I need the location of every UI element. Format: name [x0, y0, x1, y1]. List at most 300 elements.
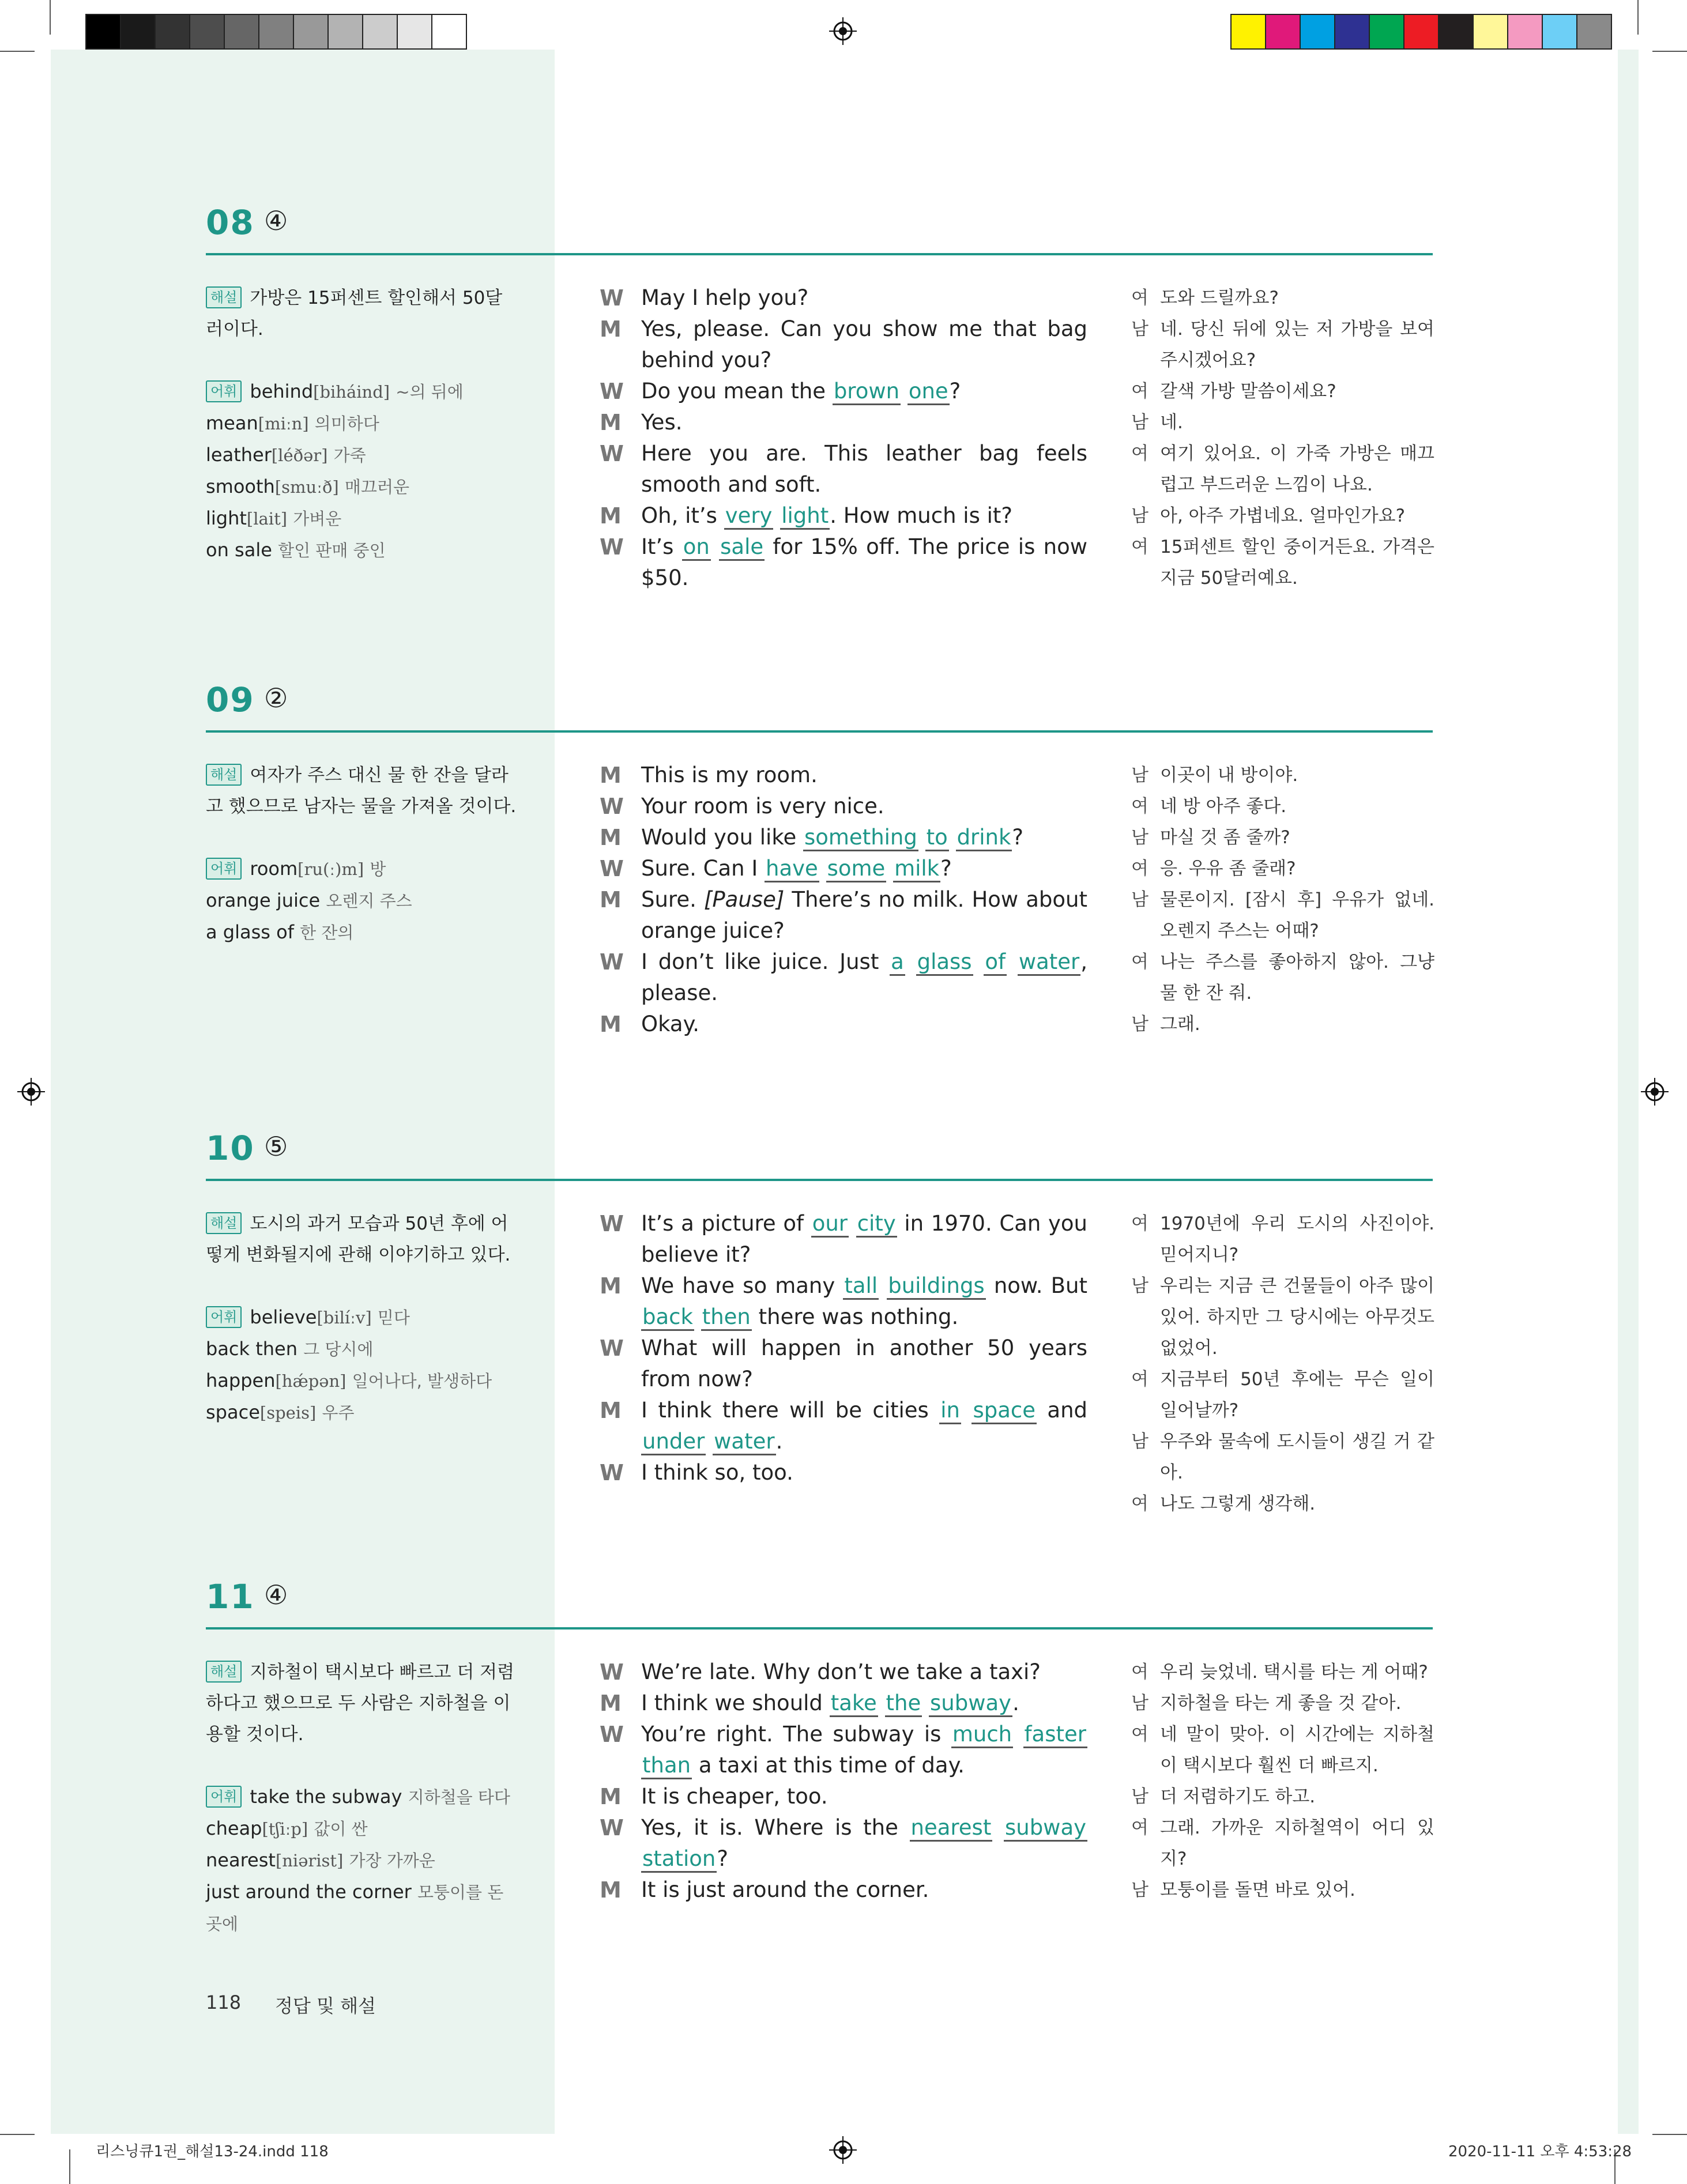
- speaker-label-korean: 남: [1131, 1276, 1148, 1296]
- translation-line: [1131, 1781, 1434, 1812]
- answer-mark: ②: [264, 682, 288, 714]
- answer-mark: ⑤: [264, 1131, 288, 1162]
- translation-text: 물론이지. [잠시 후] 우유가 없네. 오렌지 주스는 어때?: [1160, 889, 1434, 941]
- dialogue-text: [641, 1719, 1087, 1781]
- answer-blank: subway: [929, 1691, 1012, 1717]
- answer-mark: ④: [264, 205, 288, 236]
- translation-line: [1131, 282, 1434, 314]
- crop-mark: [50, 0, 51, 35]
- page-number: 118: [206, 1991, 242, 2013]
- translation-text: 우리 늦었네. 택시를 타는 게 어때?: [1160, 1662, 1428, 1683]
- vocab-pronunciation: [smuːð]: [274, 477, 339, 497]
- crop-mark: [69, 2149, 70, 2184]
- vocab-meaning: 의미하다: [314, 414, 379, 433]
- vocab-meaning: 오렌지 주스: [326, 891, 412, 911]
- explanation-tag: 해설: [206, 286, 242, 308]
- vocab-meaning: 믿다: [377, 1308, 410, 1327]
- color-swatch: [258, 14, 294, 50]
- crop-mark: [0, 51, 35, 52]
- dialogue-text: [641, 884, 1087, 946]
- dialogue-fragment: ?: [717, 1846, 728, 1871]
- vocab-item: [206, 853, 517, 885]
- translation-line: [1131, 438, 1434, 500]
- speaker-label: W: [600, 1211, 624, 1236]
- translation: [1131, 282, 1434, 594]
- dialogue-fragment: [706, 1429, 713, 1454]
- speaker-label-korean: 남: [1131, 412, 1148, 433]
- dialogue-text: [641, 531, 1087, 594]
- answer-mark: ④: [264, 1579, 288, 1610]
- vocab-item: [206, 1844, 517, 1876]
- dialogue-fragment: Yes, please. Can you show me that bag behind you?: [641, 316, 1087, 372]
- translation-line: [1131, 946, 1434, 1009]
- dialogue-text: [641, 760, 1087, 791]
- speaker-label-korean: 여: [1131, 1817, 1148, 1838]
- translation-text: 도와 드릴까요?: [1160, 288, 1279, 308]
- explanation-text: 지하철이 택시보다 빠르고 더 저렴하다고 했으므로 두 사람은 지하철을 이용할 것이다.: [206, 1662, 515, 1745]
- translation-line: [1131, 314, 1434, 376]
- translation-text: 지하철을 타는 게 좋을 것 같아.: [1160, 1693, 1402, 1714]
- dialogue-fragment: This is my room.: [641, 763, 818, 787]
- dialogue-fragment: Sure. Can I: [641, 856, 765, 881]
- translation-text: 나도 그렇게 생각해.: [1160, 1493, 1316, 1514]
- dialogue-fragment: for 15% off. The price is now $50.: [641, 534, 1087, 590]
- vocab-tag: 어휘: [206, 1306, 242, 1328]
- vocab-item: [206, 408, 517, 439]
- dialogue-fragment: [905, 949, 916, 974]
- crop-mark: [1652, 51, 1687, 52]
- vocab-word: leather: [206, 444, 272, 466]
- speaker-label-korean: 여: [1131, 858, 1148, 879]
- vocab-tag: 어휘: [206, 858, 242, 880]
- translation-text: 나는 주스를 좋아하지 않아. 그냥 물 한 잔 줘.: [1160, 952, 1434, 1004]
- translation-line: [1131, 531, 1434, 594]
- color-swatch: [362, 14, 398, 50]
- dialogue-line: [600, 438, 1087, 500]
- file-info: 리스닝큐1권_해설13-24.indd 118: [96, 2143, 329, 2160]
- dialogue-line: [600, 760, 1087, 791]
- translation-line: [1131, 791, 1434, 822]
- translation-line: [1131, 1270, 1434, 1364]
- vocab-pronunciation: [lait]: [246, 509, 288, 529]
- color-swatch: [189, 14, 225, 50]
- grayscale-color-bar: [86, 14, 467, 50]
- vocab-word: orange juice: [206, 889, 321, 911]
- translation-text: 응. 우유 좀 줄래?: [1160, 858, 1296, 879]
- dialogue-fragment: What will happen in another 50 years from now?: [641, 1336, 1087, 1391]
- answer-blank: something: [803, 825, 918, 851]
- vocab-pronunciation: [ru(ː)m]: [298, 859, 364, 879]
- vocab-tag: 어휘: [206, 1786, 242, 1808]
- translation-text: 네 말이 맞아. 이 시간에는 지하철이 택시보다 훨씬 더 빠르지.: [1160, 1724, 1434, 1776]
- dialogue-fragment: I think there will be cities: [641, 1398, 940, 1423]
- dialogue-fragment: We’re late. Why don’t we take a taxi?: [641, 1659, 1041, 1684]
- translation-line: [1131, 1812, 1434, 1874]
- translation-line: [1131, 1208, 1434, 1270]
- vocab-word: happen: [206, 1370, 276, 1391]
- dialogue-line: [600, 1208, 1087, 1270]
- dialogue-line: [600, 822, 1087, 853]
- vocab-pronunciation: [bilíːv]: [317, 1308, 372, 1327]
- speaker-label: M: [600, 1012, 622, 1037]
- translation-text: 갈색 가방 말씀이세요?: [1160, 381, 1336, 402]
- translation-text: 네. 당신 뒤에 있는 저 가방을 보여주시겠어요?: [1160, 319, 1434, 371]
- vocab-word: room: [250, 858, 298, 880]
- dialogue-fragment: [773, 503, 780, 528]
- speaker-label: M: [600, 1398, 622, 1423]
- vocab-word: on sale: [206, 539, 272, 561]
- dialogue-fragment: [711, 534, 719, 559]
- translation-line: [1131, 822, 1434, 853]
- dialogue-fragment: Your room is very nice.: [641, 794, 884, 818]
- explanation-block: [206, 1208, 517, 1428]
- speaker-label-korean: 여: [1131, 443, 1148, 464]
- dialogue-fragment: Sure.: [641, 887, 704, 912]
- answer-blank: light: [780, 503, 830, 530]
- vocab-item: [206, 1876, 517, 1940]
- translation-line: [1131, 884, 1434, 946]
- translation-text: 15퍼센트 할인 중이거든요. 가격은 지금 50달러예요.: [1160, 537, 1434, 589]
- speaker-label: W: [600, 1659, 624, 1685]
- answer-blank: on: [682, 534, 711, 561]
- translation-text: 모퉁이를 돌면 바로 있어.: [1160, 1880, 1355, 1900]
- section-divider: [206, 253, 1433, 255]
- dialogue-text: [641, 282, 1087, 314]
- explanation: [206, 1657, 517, 1750]
- dialogue-fragment: [849, 1211, 856, 1236]
- answer-blank: milk: [893, 856, 940, 882]
- dialogue-fragment: [992, 1815, 1004, 1840]
- explanation-text: 여자가 주스 대신 물 한 잔을 달라고 했으므로 남자는 물을 가져올 것이다.: [206, 765, 517, 817]
- color-swatch: [1507, 14, 1543, 50]
- vocab-pronunciation: [biháind]: [313, 382, 390, 402]
- color-swatch: [1438, 14, 1474, 50]
- translation-line: [1131, 853, 1434, 884]
- vocab-meaning: 한 잔의: [300, 923, 354, 942]
- answer-blank: take: [830, 1691, 878, 1717]
- vocab-item: [206, 376, 517, 408]
- dialogue-text: [641, 791, 1087, 822]
- translation-text: 이곳이 내 방이야.: [1160, 765, 1298, 786]
- dialogue-text: [641, 1657, 1087, 1688]
- vocab-item: [206, 1781, 517, 1813]
- vocab-meaning: 가벼운: [293, 509, 342, 529]
- vocab-word: back then: [206, 1338, 298, 1360]
- speaker-label: M: [600, 316, 622, 342]
- answer-blank: have: [765, 856, 819, 882]
- dialogue-text: [641, 822, 1087, 853]
- dialogue-line: [600, 282, 1087, 314]
- dialogue-text: [641, 853, 1087, 884]
- section-number: 09: [206, 680, 255, 719]
- answer-blank: water: [1018, 949, 1080, 976]
- answer-blank: space: [971, 1398, 1037, 1424]
- section-number: 11: [206, 1577, 255, 1616]
- vocab-item: [206, 503, 517, 534]
- color-swatch: [431, 14, 467, 50]
- section-divider: [206, 1179, 1433, 1181]
- translation-line: [1131, 760, 1434, 791]
- dialogue-fragment: Would you like: [641, 825, 803, 850]
- dialogue-fragment: I think so, too.: [641, 1460, 793, 1485]
- speaker-label-korean: 여: [1131, 1213, 1148, 1234]
- dialogue-line: [600, 853, 1087, 884]
- vocab-word: believe: [250, 1306, 317, 1328]
- translation-text: 우리는 지금 큰 건물들이 아주 많이 있어. 하지만 그 당시에는 아무것도 없었어.: [1160, 1276, 1434, 1359]
- dialogue-text: [641, 1009, 1087, 1040]
- page-label: 정답 및 해설: [275, 1995, 376, 2017]
- explanation-text: 도시의 과거 모습과 50년 후에 어떻게 변화될지에 관해 이야기하고 있다.: [206, 1213, 511, 1265]
- dialogue-line: [600, 1812, 1087, 1874]
- explanation-block: [206, 760, 517, 948]
- dialogue-fragment: [918, 825, 925, 850]
- answer-blank: much: [951, 1722, 1013, 1748]
- speaker-label-korean: 여: [1131, 537, 1148, 557]
- dialogue-fragment: [961, 1398, 971, 1423]
- answer-blank: than: [641, 1753, 692, 1779]
- dialogue-fragment: [878, 1691, 885, 1715]
- vocab-pronunciation: [speis]: [259, 1403, 317, 1423]
- dialogue-fragment: in 1970. Can you believe it?: [641, 1211, 1087, 1267]
- dialogue-fragment: Do you mean the: [641, 379, 833, 403]
- speaker-label-korean: 남: [1131, 1014, 1148, 1035]
- speaker-label-korean: 남: [1131, 1693, 1148, 1714]
- speaker-label-korean: 남: [1131, 889, 1148, 910]
- vocab-meaning: 가장 가까운: [349, 1851, 435, 1870]
- vocab-item: [206, 439, 517, 471]
- registration-mark-icon: [829, 2136, 857, 2164]
- speaker-label: M: [600, 503, 622, 529]
- vocab-list: [206, 1781, 517, 1940]
- vocab-word: a glass of: [206, 921, 294, 943]
- vocab-pronunciation: [léðər]: [271, 446, 328, 465]
- vocab-word: nearest: [206, 1849, 276, 1871]
- speaker-label-korean: 여: [1131, 1662, 1148, 1683]
- dialogue-fragment: It’s: [641, 534, 682, 559]
- dialogue-fragment: It is cheaper, too.: [641, 1784, 828, 1809]
- dialogue-text: [641, 1874, 1087, 1906]
- answer-blank: city: [856, 1211, 897, 1238]
- dialogue-text: [641, 1781, 1087, 1812]
- translation-text: 우주와 물속에 도시들이 생길 거 같아.: [1160, 1431, 1434, 1483]
- vocab-meaning: 지하철을 타다: [408, 1787, 510, 1807]
- explanation: [206, 1208, 517, 1270]
- speaker-label-korean: 남: [1131, 1431, 1148, 1452]
- speaker-label: W: [600, 949, 624, 975]
- vocab-tag: 어휘: [206, 380, 242, 402]
- dialogue-fragment: We have so many: [641, 1273, 843, 1298]
- speaker-label-korean: 여: [1131, 1369, 1148, 1390]
- dialogue-fragment: [879, 1273, 887, 1298]
- translation-text: 여기 있어요. 이 가죽 가방은 매끄럽고 부드러운 느낌이 나요.: [1160, 443, 1434, 495]
- translation-line: [1131, 500, 1434, 531]
- stage-direction: [Pause]: [703, 887, 785, 912]
- answer-blank: very: [724, 503, 774, 530]
- vocab-meaning: 일어나다, 발생하다: [352, 1371, 492, 1391]
- dialogue-fragment: . How much is it?: [830, 503, 1013, 528]
- dialogue-fragment: ?: [1012, 825, 1024, 850]
- vocab-meaning: 가죽: [333, 446, 366, 465]
- dialogue-fragment: [901, 379, 907, 403]
- translation-line: [1131, 1688, 1434, 1719]
- dialogue-line: [600, 1395, 1087, 1457]
- dialogue-fragment: .: [775, 1429, 783, 1454]
- dialogue-fragment: There’s no milk. How about orange juice?: [641, 887, 1087, 943]
- dialogue-line: [600, 1009, 1087, 1040]
- crop-mark: [0, 2134, 35, 2135]
- vocab-item: [206, 1397, 517, 1428]
- dialogue-line: [600, 791, 1087, 822]
- speaker-label: M: [600, 1784, 622, 1809]
- section-divider: [206, 1627, 1433, 1629]
- dialogue: [600, 760, 1087, 1040]
- vocab-word: just around the corner: [206, 1881, 412, 1903]
- answer-blank: the: [885, 1691, 922, 1717]
- speaker-label-korean: 남: [1131, 1880, 1148, 1900]
- dialogue-text: [641, 1812, 1087, 1874]
- translation-text: 네.: [1160, 412, 1183, 433]
- answer-blank: back: [641, 1304, 694, 1331]
- translation-text: 네 방 아주 좋다.: [1160, 796, 1287, 817]
- dialogue-fragment: [949, 825, 956, 850]
- explanation: [206, 282, 517, 345]
- answer-blank: buildings: [887, 1273, 985, 1300]
- translation: [1131, 1208, 1434, 1519]
- speaker-label-korean: 여: [1131, 1724, 1148, 1745]
- dialogue-line: [600, 376, 1087, 407]
- vocab-pronunciation: [tʃiːp]: [262, 1819, 308, 1839]
- answer-blank: station: [641, 1846, 717, 1873]
- vocab-item: [206, 1333, 517, 1365]
- dialogue-fragment: there was nothing.: [751, 1304, 959, 1329]
- vocab-pronunciation: [niərist]: [275, 1851, 344, 1870]
- vocab-word: take the subway: [250, 1786, 402, 1808]
- translation-text: 1970년에 우리 도시의 사진이야. 믿어지니?: [1160, 1213, 1434, 1265]
- dialogue-fragment: [1007, 949, 1018, 974]
- vocab-meaning: 할인 판매 중인: [278, 541, 386, 560]
- dialogue-fragment: [886, 856, 893, 881]
- speaker-label: W: [600, 534, 624, 560]
- vocab-meaning: 값이 싼: [314, 1819, 368, 1839]
- color-swatch: [1300, 14, 1335, 50]
- explanation-tag: 해설: [206, 1212, 242, 1234]
- dialogue-line: [600, 1657, 1087, 1688]
- process-color-bar: [1232, 14, 1612, 50]
- print-timestamp: 2020-11-11 오후 4:53:28: [1448, 2143, 1632, 2160]
- dialogue-fragment: I think we should: [641, 1691, 830, 1715]
- color-swatch: [1230, 14, 1266, 50]
- speaker-label-korean: 남: [1131, 319, 1148, 340]
- dialogue-fragment: .: [1012, 1691, 1019, 1715]
- dialogue-fragment: ?: [949, 379, 961, 403]
- vocab-meaning: 모퉁이를 돈 곳에: [206, 1883, 504, 1934]
- vocab-item: [206, 1813, 517, 1844]
- color-swatch: [224, 14, 259, 50]
- dialogue-text: [641, 1270, 1087, 1333]
- speaker-label: W: [600, 1336, 624, 1361]
- dialogue-fragment: , please.: [641, 949, 1087, 1005]
- speaker-label: M: [600, 1691, 622, 1716]
- vocab-item: [206, 534, 517, 566]
- dialogue-line: [600, 1688, 1087, 1719]
- dialogue-fragment: [694, 1304, 701, 1329]
- translation-text: 더 저렴하기도 하고.: [1160, 1786, 1316, 1807]
- answer-blank: of: [984, 949, 1007, 976]
- registration-mark-icon: [17, 1078, 45, 1106]
- vocab-pronunciation: [miːn]: [258, 414, 309, 433]
- color-swatch: [85, 14, 121, 50]
- speaker-label: W: [600, 441, 624, 466]
- registration-mark-icon: [1641, 1078, 1669, 1106]
- dialogue-line: [600, 1874, 1087, 1906]
- answer-blank: subway: [1004, 1815, 1087, 1842]
- dialogue-line: [600, 1719, 1087, 1781]
- vocab-item: [206, 471, 517, 503]
- speaker-label: W: [600, 856, 624, 881]
- speaker-label-korean: 여: [1131, 288, 1148, 308]
- color-swatch: [1576, 14, 1612, 50]
- vocab-word: smooth: [206, 476, 275, 497]
- answer-blank: a: [890, 949, 905, 976]
- answer-blank: brown: [833, 379, 901, 405]
- speaker-label-korean: 여: [1131, 381, 1148, 402]
- vocab-item: [206, 1302, 517, 1333]
- answer-blank: drink: [956, 825, 1012, 851]
- vocab-word: behind: [250, 380, 314, 402]
- speaker-label: W: [600, 1460, 624, 1485]
- explanation-text: 가방은 15퍼센트 할인해서 50달러이다.: [206, 288, 503, 340]
- answer-blank: under: [641, 1429, 706, 1455]
- translation-text: 마실 것 좀 줄까?: [1160, 827, 1290, 848]
- dialogue-text: [641, 1688, 1087, 1719]
- dialogue-fragment: now. But: [985, 1273, 1087, 1298]
- speaker-label: W: [600, 1815, 624, 1840]
- dialogue-text: [641, 1457, 1087, 1488]
- speaker-label: W: [600, 285, 624, 311]
- translation-line: [1131, 1426, 1434, 1488]
- registration-mark-icon: [829, 17, 857, 45]
- dialogue-line: [600, 1333, 1087, 1395]
- dialogue-fragment: It is just around the corner.: [641, 1877, 929, 1902]
- explanation-block: [206, 1657, 517, 1940]
- answer-blank: some: [826, 856, 887, 882]
- color-swatch: [1334, 14, 1370, 50]
- answer-blank: one: [907, 379, 950, 405]
- vocab-meaning: 방: [370, 859, 386, 879]
- dialogue-text: [641, 1333, 1087, 1395]
- translation-line: [1131, 1657, 1434, 1688]
- dialogue-line: [600, 314, 1087, 376]
- vocab-list: [206, 853, 517, 948]
- vocab-item: [206, 885, 517, 916]
- dialogue-fragment: You’re right. The subway is: [641, 1722, 951, 1747]
- answer-blank: our: [811, 1211, 849, 1238]
- answer-blank: in: [939, 1398, 961, 1424]
- dialogue: [600, 282, 1087, 594]
- speaker-label-korean: 남: [1131, 506, 1148, 526]
- vocab-meaning: 우주: [322, 1403, 355, 1423]
- speaker-label: W: [600, 1722, 624, 1747]
- vocab-list: [206, 376, 517, 566]
- vocab-word: cheap: [206, 1817, 262, 1839]
- translation-line: [1131, 376, 1434, 407]
- speaker-label-korean: 여: [1131, 1493, 1148, 1514]
- translation-line: [1131, 407, 1434, 438]
- dialogue-text: [641, 438, 1087, 500]
- dialogue-fragment: a taxi at this time of day.: [692, 1753, 965, 1778]
- color-swatch: [1473, 14, 1508, 50]
- answer-blank: water: [713, 1429, 775, 1455]
